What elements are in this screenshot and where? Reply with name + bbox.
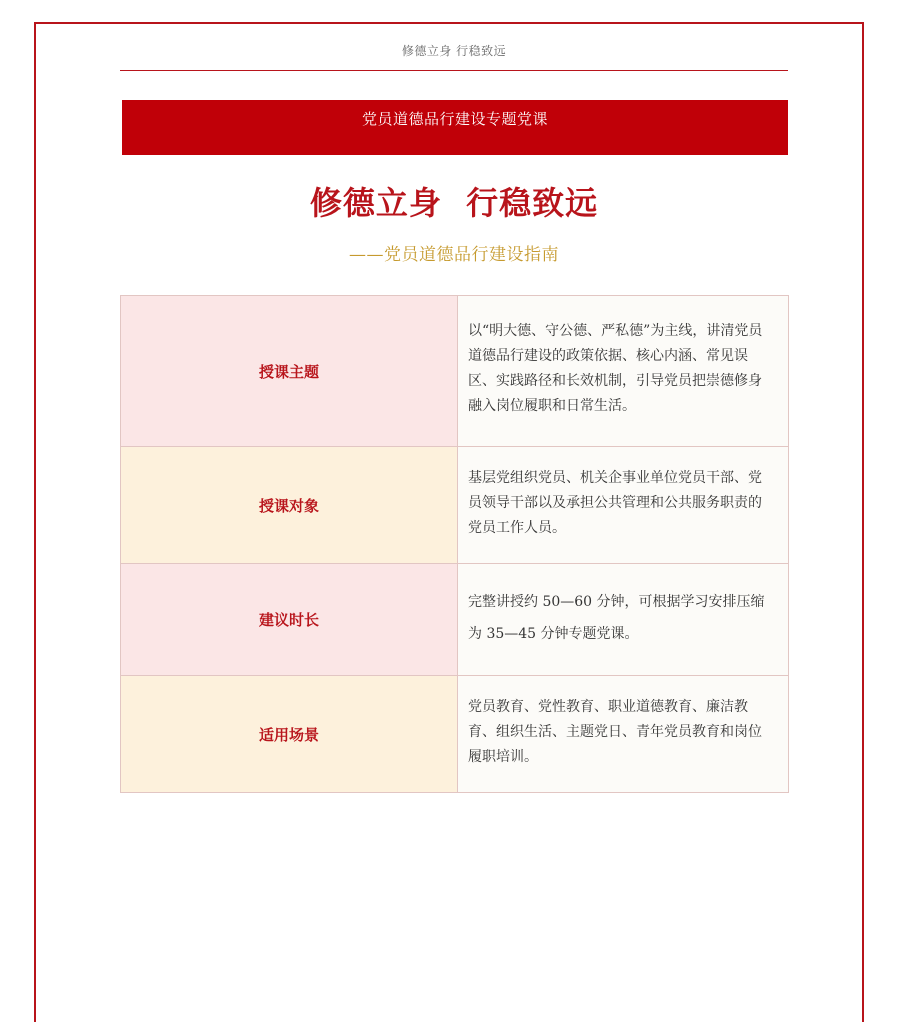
table-row xyxy=(121,564,789,676)
info-table xyxy=(120,295,789,793)
row-label: 适用场景 xyxy=(121,676,458,793)
banner xyxy=(122,100,788,155)
row-label: 建议时长 xyxy=(121,564,458,676)
page-subtitle: ——党员道德品行建设指南 xyxy=(349,245,559,265)
banner-text: 党员道德品行建设专题党课 xyxy=(361,110,548,128)
table-row xyxy=(121,296,789,447)
table-row xyxy=(121,447,789,564)
row-label: 授课主题 xyxy=(121,296,458,447)
row-value: 完整讲授约 50—60 分钟，可根据学习安排压缩为 35—45 分钟专题党课。 xyxy=(458,564,789,676)
row-value: 以“明大德、守公德、严私德”为主线，讲清党员道德品行建设的政策依据、核心内涵、常见误区、实践路径和长效机制，引导党员把崇德修身融入岗位履职和日常生活。 xyxy=(458,296,789,447)
header-divider xyxy=(120,70,788,71)
running-header: 修德立身 行稳致远 xyxy=(401,44,507,58)
row-value: 党员教育、党性教育、职业道德教育、廉洁教育、组织生活、主题党日、青年党员教育和岗位履职培训。 xyxy=(458,676,789,793)
page-title: 修德立身 行稳致远 xyxy=(309,184,599,222)
row-label: 授课对象 xyxy=(121,447,458,564)
row-value: 基层党组织党员、机关企事业单位党员干部、党员领导干部以及承担公共管理和公共服务职责的党员工作人员。 xyxy=(458,447,789,564)
table-row xyxy=(121,676,789,793)
